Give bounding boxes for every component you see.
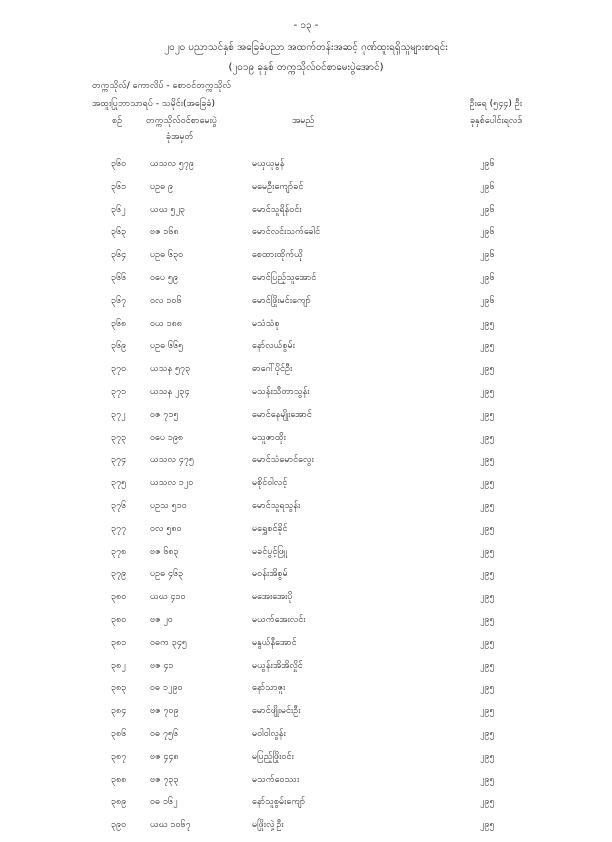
table-row xyxy=(0,728,612,751)
row-serial: ၃၇၉ xyxy=(111,569,127,580)
table-row xyxy=(0,751,612,774)
row-serial: ၃၈၄ xyxy=(111,706,127,717)
row-student-name: မဝါဝါလွန်း xyxy=(252,728,286,739)
row-exam-roll: ဗဇ ၁၆၈ xyxy=(150,227,179,238)
row-score: ၂၉၅ xyxy=(480,500,495,511)
row-student-name: မောင်ပြည့်သူအောင် xyxy=(252,272,317,283)
row-student-name: မအေးအေးပို xyxy=(252,592,293,603)
table-row xyxy=(0,340,612,363)
row-exam-roll: ဝပေ ၅၉ xyxy=(150,272,179,283)
row-student-name: မသံသံစု xyxy=(252,318,280,329)
row-exam-roll: ပဥဓ ၄၆၃ xyxy=(150,569,184,580)
row-student-name: မစိုင်ဝါလင့် xyxy=(252,478,288,489)
row-exam-roll: ဗဇ ၂၀ xyxy=(150,614,173,625)
table-row xyxy=(0,546,612,569)
row-student-name: နော်သူစွမ်းကျော် xyxy=(252,797,306,808)
row-serial: ၃၆၀ xyxy=(111,159,127,169)
column-header-exam-roll-sub: ခုံအမှတ် xyxy=(166,132,194,142)
row-serial: ၃၇၃ xyxy=(111,432,127,443)
row-serial: ၃၆၁ xyxy=(111,181,127,192)
table-row xyxy=(0,568,612,591)
table-row xyxy=(0,432,612,455)
row-score: ၂၉၅ xyxy=(480,432,495,443)
table-row xyxy=(0,705,612,728)
row-student-name: နော်သာဇူး xyxy=(252,683,286,694)
row-score: ၂၉၆ xyxy=(480,250,495,261)
row-serial: ၃၈၈ xyxy=(111,774,127,785)
student-table xyxy=(0,158,612,842)
column-header-name: အမည် xyxy=(292,116,315,126)
document-title: ၂၀၂၀ ပညာသင်နှစ် အခြေခံပညာ အထက်တန်းအဆင့် ဂုဏ်ထူးရရှိသူများစာရင်း xyxy=(164,42,448,53)
page-number: - ၁၃ - xyxy=(293,20,319,31)
table-row xyxy=(0,409,612,432)
row-student-name: မယွန်းအိအိလှိုင် xyxy=(252,660,303,671)
row-serial: ၃၈၂ xyxy=(111,660,126,671)
row-serial: ၃၇၅ xyxy=(111,478,127,489)
row-student-name: မယက်အေးလင်း xyxy=(252,614,306,625)
row-exam-roll: ပဥဓ ၉ xyxy=(150,181,174,192)
row-serial: ၃၈၃ xyxy=(111,683,127,694)
row-score: ၂၉၅ xyxy=(480,341,495,352)
table-row xyxy=(0,295,612,318)
table-row xyxy=(0,682,612,705)
row-serial: ၃၆၃ xyxy=(111,227,127,238)
row-serial: ၃၈၉ xyxy=(111,797,127,808)
row-exam-roll: ဗဇ ၇၀၉ xyxy=(150,706,179,717)
row-student-name: မဖြိုးလှဲ့ဦး xyxy=(252,820,284,831)
table-row xyxy=(0,819,612,842)
row-score: ၂၉၆ xyxy=(480,295,495,306)
document-subtitle: (၂၀၁၉ ခုနှစ် တက္ကသိုလ်ဝင်စာမေးပွဲအောင်) xyxy=(228,62,384,73)
row-serial: ၃၇၀ xyxy=(111,364,127,375)
row-score: ၂၉၅ xyxy=(480,455,495,466)
row-exam-roll: ယဃ ၁၀၆၇ xyxy=(150,820,191,831)
row-serial: ၃၆၉ xyxy=(111,341,127,352)
table-row xyxy=(0,454,612,477)
row-score: ၂၉၆ xyxy=(480,204,495,215)
row-score: ၂၉၅ xyxy=(480,569,495,580)
row-student-name: ဓာဂေါ်ပိုင်ဦး xyxy=(252,364,293,375)
row-score: ၂၉၅ xyxy=(480,751,495,762)
row-student-name: မရွှေစင်ခိုင် xyxy=(252,523,288,534)
table-row xyxy=(0,386,612,409)
major-subject-label: အထူးပြုဘာသာရပ် - သမိုင်း(အခြေခံ) xyxy=(92,99,216,109)
row-score: ၂၉၅ xyxy=(480,523,495,534)
table-row xyxy=(0,796,612,819)
row-score: ၂၉၆ xyxy=(480,272,495,283)
row-exam-roll: ဝဓ ၇၅၆ xyxy=(150,728,179,739)
row-student-name: မောင်သံမောင်လွေး xyxy=(252,455,314,466)
row-score: ၂၉၅ xyxy=(480,592,495,603)
row-score: ၂၉၅ xyxy=(480,774,495,785)
row-student-name: မဝန်းအိစွမ် xyxy=(252,569,288,580)
row-exam-roll: ဝဓ ၁၂၉၀ xyxy=(150,683,183,694)
row-exam-roll: ပဥသ ၅၁၀ xyxy=(150,500,187,511)
row-exam-roll: ယသလ ၄၇၅ xyxy=(150,455,194,466)
table-row xyxy=(0,226,612,249)
row-exam-roll: ယဃ ၄၁၀ xyxy=(150,592,186,603)
row-exam-roll: ယသလ ၁၂၀ xyxy=(150,478,194,489)
row-exam-roll: ဗဇ ၆၈၃ xyxy=(150,546,179,557)
table-row xyxy=(0,774,612,797)
row-score: ၂၉၅ xyxy=(480,728,495,739)
table-row xyxy=(0,500,612,523)
row-serial: ၃၆၂ xyxy=(111,204,126,215)
row-exam-roll: ဝဇ ၇၁၅ xyxy=(150,409,179,420)
row-student-name: စေထားထိုက်ယို xyxy=(252,250,303,261)
row-student-name: မယုယုမွန် xyxy=(252,159,285,169)
row-score: ၂၉၅ xyxy=(480,660,495,671)
row-student-name: မပြည့်ဖြိုးဝင်း xyxy=(252,751,294,762)
row-serial: ၃၈၁ xyxy=(111,637,127,648)
row-score: ၂၉၅ xyxy=(480,386,495,397)
row-score: ၂၉၆ xyxy=(480,181,495,192)
university-label: တက္ကသိုလ်/ ကောလိပ် - စောဝင်တက္ကသိုလ် xyxy=(92,81,231,91)
table-row xyxy=(0,660,612,683)
row-serial: ၃၈၆ xyxy=(111,728,127,739)
row-score: ၂၉၅ xyxy=(480,614,495,625)
row-serial: ၃၆၄ xyxy=(111,250,127,261)
row-serial: ၃၈၀ xyxy=(111,592,127,603)
row-student-name: မသူဇာထိုး xyxy=(252,432,286,443)
row-student-name: မောင်သူရသွန်း xyxy=(252,500,301,511)
table-row xyxy=(0,477,612,500)
row-student-name: မသက်ဝေဿး xyxy=(252,774,300,785)
table-row xyxy=(0,204,612,227)
row-score: ၂၉၆ xyxy=(480,159,495,169)
row-exam-roll: ဝလ ၅၈၀ xyxy=(150,523,182,534)
row-score: ၂၉၅ xyxy=(480,318,495,329)
row-score: ၂၉၅ xyxy=(480,409,495,420)
row-score: ၂၉၅ xyxy=(480,637,495,648)
row-exam-roll: ဝဓ ၁၆၂ xyxy=(150,797,178,808)
column-header-exam-roll: တက္ကသိုလ်ဝင်စာမေးပွဲ xyxy=(146,116,217,126)
row-student-name: မောင်ဖျိုးမင်းဦး xyxy=(252,706,301,717)
table-row xyxy=(0,523,612,546)
table-row xyxy=(0,318,612,341)
column-header-serial: စဉ် xyxy=(112,116,123,126)
row-serial: ၃၇၄ xyxy=(111,455,127,466)
row-exam-roll: ဝလ ၁၀၆ xyxy=(150,295,182,306)
row-serial: ၃၇၇ xyxy=(111,523,127,534)
row-student-name: မောင်သူရိန်ဝင်း xyxy=(252,204,302,215)
column-header-score: ခုနှစ်ပေါင်းရလဒ် xyxy=(470,116,522,126)
row-score: ၂၉၅ xyxy=(480,364,495,375)
row-score: ၂၉၅ xyxy=(480,820,495,831)
row-serial: ၃၈၇ xyxy=(111,751,127,762)
row-serial: ၃၆၇ xyxy=(111,295,127,306)
row-serial: ၃၆၈ xyxy=(111,318,127,329)
row-serial: ၃၇၈ xyxy=(111,546,127,557)
row-exam-roll: ယသန ၂၃၄ xyxy=(150,386,190,397)
row-exam-roll: ပဥဓ ၆၆၅ xyxy=(150,341,184,352)
row-exam-roll: ဝပေ ၁၉၈ xyxy=(150,432,184,443)
row-student-name: မသန်းသီတာသွန်း xyxy=(252,386,310,397)
row-student-name: မနွယ်နီအောင် xyxy=(252,637,297,648)
row-serial: ၃၉၀ xyxy=(111,820,127,831)
table-row xyxy=(0,363,612,386)
row-serial: ၃၆၆ xyxy=(111,272,127,283)
row-exam-roll: ပဥဓ ၆၃၀ xyxy=(150,250,184,261)
table-row xyxy=(0,614,612,637)
row-student-name: နော်လယ်စွမ်း xyxy=(252,341,295,352)
row-serial: ၃၈၀ xyxy=(111,614,127,625)
row-student-name: မခင်ပွင့်ဖြူ xyxy=(252,546,287,557)
student-count-label: ဦးရေ (၅၄၄) ဦး xyxy=(469,99,522,109)
row-exam-roll: ဗဇ ၄၁ xyxy=(150,660,174,671)
row-exam-roll: ဝယ ၁၈၈ xyxy=(150,318,182,329)
row-student-name: မမေဦးကျော်ခင် xyxy=(252,181,304,192)
row-serial: ၃၇၂ xyxy=(111,409,126,420)
row-serial: ၃၇၁ xyxy=(111,386,127,397)
table-row xyxy=(0,181,612,204)
row-exam-roll: ယသန ၅၇၃ xyxy=(150,364,191,375)
row-student-name: မောင်လင်းသက်ခေါင် xyxy=(252,227,321,238)
row-exam-roll: ဗဇ ၄၄၈ xyxy=(150,751,179,762)
row-exam-roll: ဗဇ ၇၃၃ xyxy=(150,774,179,785)
row-exam-roll: ယဃ ၅၂၃ xyxy=(150,204,185,215)
table-row xyxy=(0,637,612,660)
row-score: ၂၉၆ xyxy=(480,227,495,238)
row-serial: ၃၇၆ xyxy=(111,500,127,511)
row-score: ၂၉၅ xyxy=(480,706,495,717)
table-row xyxy=(0,591,612,614)
table-row xyxy=(0,158,612,181)
row-exam-roll: ဝဓက ၃၄၅ xyxy=(150,637,187,648)
row-student-name: မောင်နေမျိုးအောင် xyxy=(252,409,312,420)
row-exam-roll: ယသလ ၅၇၉ xyxy=(150,159,194,169)
row-student-name: မောင်ဖြိုးမင်းကျော် xyxy=(252,295,311,306)
row-score: ၂၉၅ xyxy=(480,797,495,808)
row-score: ၂၉၅ xyxy=(480,546,495,557)
row-score: ၂၉၅ xyxy=(480,683,495,694)
table-row xyxy=(0,249,612,272)
row-score: ၂၉၅ xyxy=(480,478,495,489)
table-row xyxy=(0,272,612,295)
